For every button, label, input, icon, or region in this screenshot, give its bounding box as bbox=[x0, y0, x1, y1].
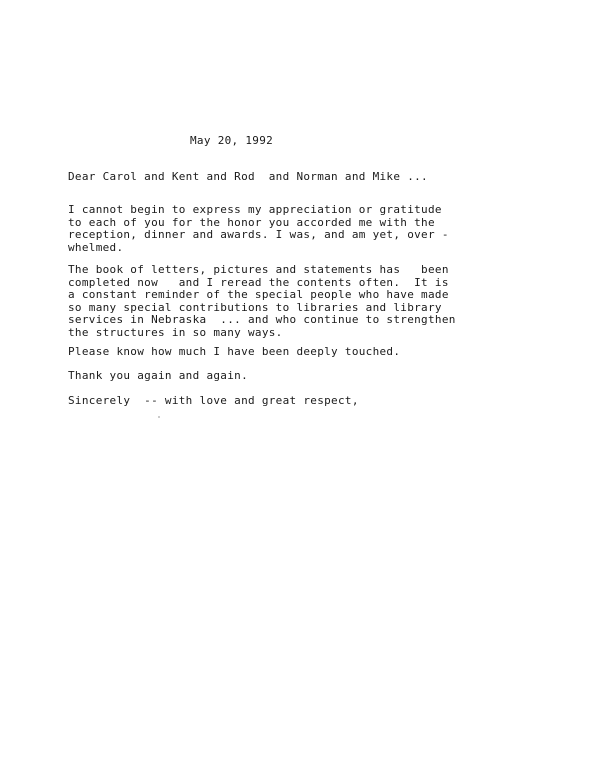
paragraph-line: The book of letters, pictures and statements has been bbox=[68, 263, 449, 276]
letter-paragraph-1 bbox=[68, 204, 449, 254]
paragraph-line: Please know how much I have been deeply touched. bbox=[68, 345, 401, 358]
paragraph-line: the structures in so many ways. bbox=[68, 325, 283, 339]
letter-paragraph-2 bbox=[68, 264, 456, 340]
paragraph-line: to each of you for the honor you accorded me with the bbox=[68, 215, 435, 229]
paragraph-line: a constant reminder of the special people who have made bbox=[68, 288, 449, 302]
letter-paragraph-4 bbox=[68, 370, 248, 383]
paragraph-line: completed now and I reread the contents often. It is bbox=[68, 275, 449, 289]
letter-paragraph-3 bbox=[68, 346, 400, 359]
paragraph-line: Thank you again and again. bbox=[68, 369, 248, 382]
paragraph-line: so many special contributions to libraries and library bbox=[68, 300, 442, 314]
letter-date: May 20, 1992 bbox=[190, 134, 274, 147]
paper-speck bbox=[158, 416, 160, 418]
letter-closing: Sincerely -- with love and great respect, bbox=[68, 394, 359, 407]
paragraph-line: reception, dinner and awards. I was, and am yet, over - bbox=[68, 228, 449, 242]
paragraph-line: services in Nebraska ... and who continue to strengthen bbox=[68, 313, 456, 327]
letter-salutation: Dear Carol and Kent and Rod and Norman and Mike ... bbox=[68, 170, 428, 183]
paragraph-line: I cannot begin to express my appreciation or gratitude bbox=[68, 203, 442, 216]
paragraph-line: whelmed. bbox=[68, 240, 124, 254]
